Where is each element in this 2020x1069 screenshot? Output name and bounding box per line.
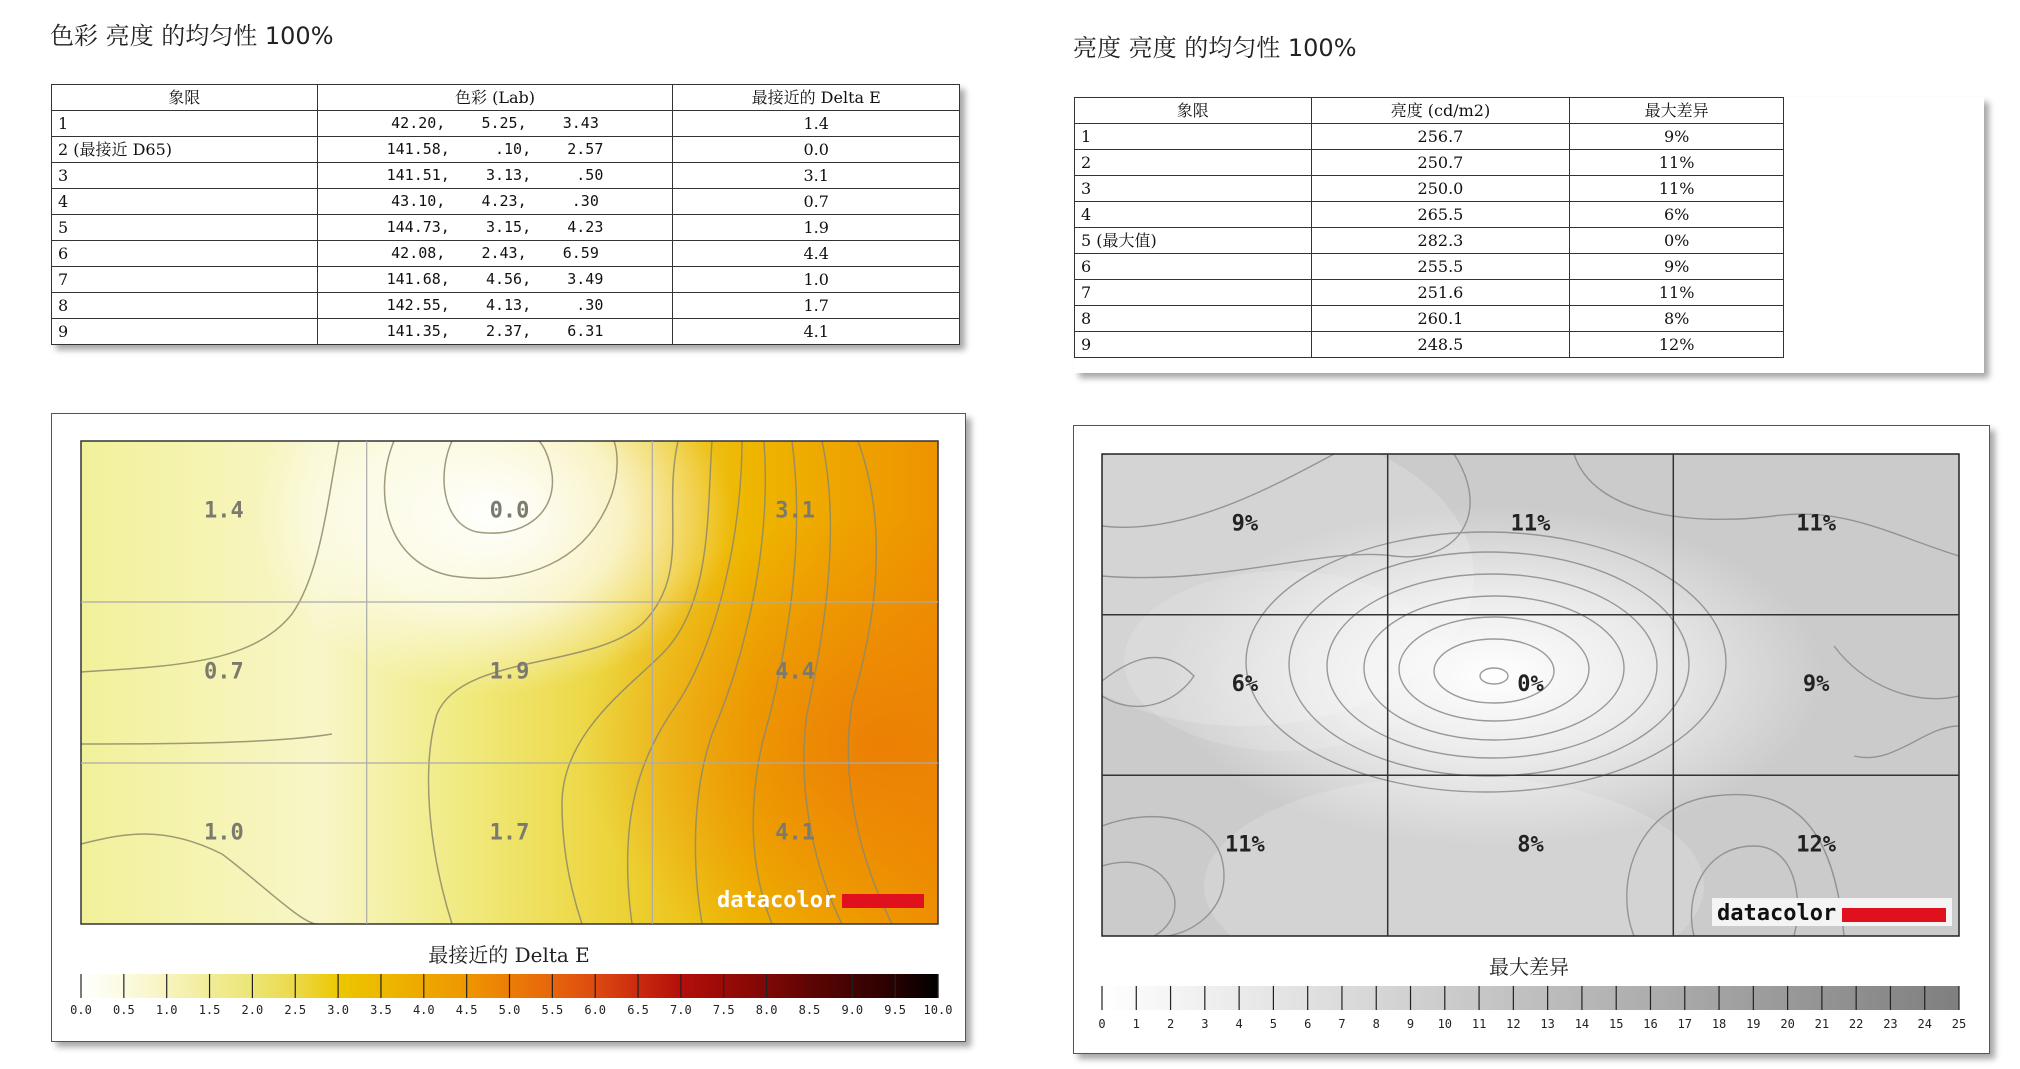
scale-tick-label: 4.5 <box>455 1003 478 1017</box>
table-row <box>1075 124 1784 150</box>
column-header: 最大差异 <box>1570 98 1784 124</box>
scale-tick-label: 3 <box>1201 1017 1209 1031</box>
table-row <box>1075 332 1784 358</box>
scale-tick-label: 21 <box>1814 1017 1830 1031</box>
scale-tick-label: 15 <box>1608 1017 1624 1031</box>
heatmap-cell-label: 1.4 <box>203 498 244 524</box>
scale-segment <box>767 974 810 998</box>
lab-cell: 141.68, 4.56, 3.49 <box>317 267 673 293</box>
lab-cell: 142.55, 4.13, .30 <box>317 293 673 319</box>
max-diff-cell: 0% <box>1570 228 1784 254</box>
heatmap-cell-label: 3.1 <box>775 498 816 524</box>
quadrant-cell: 4 <box>52 189 318 215</box>
scale-tick-label: 5.0 <box>498 1003 521 1017</box>
scale-tick-label: 5 <box>1269 1017 1278 1031</box>
svg-text:datacolor: datacolor <box>1717 901 1837 926</box>
heatmap-cell-label: 11% <box>1224 832 1265 858</box>
table-row <box>52 189 960 215</box>
scale-segment <box>638 974 681 998</box>
delta-e-heatmap-panel <box>51 413 966 1042</box>
scale-bar <box>1102 986 1959 1010</box>
heatmap-cell-label: 4.4 <box>775 659 816 685</box>
table-row <box>52 215 960 241</box>
luminance-cell: 250.7 <box>1311 150 1570 176</box>
scale-segment <box>381 974 424 998</box>
quadrant-cell: 7 <box>52 267 318 293</box>
delta-e-cell: 0.7 <box>673 189 960 215</box>
heatmap-cell-label: 0.0 <box>489 498 530 524</box>
table-row <box>1075 202 1784 228</box>
quadrant-cell: 2 <box>1075 150 1312 176</box>
scale-segment <box>895 974 938 998</box>
scale-tick-label: 17 <box>1677 1017 1692 1031</box>
scale-tick-label: 4.0 <box>412 1003 435 1017</box>
max-diff-cell: 6% <box>1570 202 1784 228</box>
scale-segment <box>809 974 852 998</box>
table-row <box>52 163 960 189</box>
delta-e-cell: 1.9 <box>673 215 960 241</box>
scale-tick-label: 14 <box>1574 1017 1590 1031</box>
max-diff-cell: 12% <box>1570 332 1784 358</box>
lab-cell: 141.35, 2.37, 6.31 <box>317 319 673 345</box>
scale-tick-label: 0.0 <box>70 1003 92 1017</box>
table-row <box>52 137 960 163</box>
scale-tick-label: 4 <box>1235 1017 1243 1031</box>
table-row <box>52 111 960 137</box>
scale-segment <box>252 974 295 998</box>
lab-cell: 141.51, 3.13, .50 <box>317 163 673 189</box>
right-title: 亮度 亮度 的均匀性 100% <box>1073 34 1357 62</box>
scale-tick-label: 6.5 <box>627 1003 649 1017</box>
scale-tick-label: 7 <box>1338 1017 1346 1031</box>
scale-tick-label: 1.0 <box>155 1003 178 1017</box>
heatmap-cell-label: 1.9 <box>489 659 530 685</box>
quadrant-cell: 9 <box>52 319 318 345</box>
column-header: 最接近的 Delta E <box>673 85 960 111</box>
scale-tick-label: 20 <box>1780 1017 1795 1031</box>
heatmap-cell-label: 12% <box>1796 832 1837 858</box>
scale-segment <box>552 974 595 998</box>
quadrant-cell: 7 <box>1075 280 1312 306</box>
delta-e-cell: 4.1 <box>673 319 960 345</box>
scale-tick-label: 2.5 <box>284 1003 307 1017</box>
scale-tick-label: 3.5 <box>370 1003 392 1017</box>
scale-segment <box>852 974 895 998</box>
scale-tick-label: 9.0 <box>841 1003 864 1017</box>
delta-e-color-scale <box>70 974 952 1017</box>
color-table <box>51 84 960 345</box>
luminance-cell: 255.5 <box>1311 254 1570 280</box>
table-row <box>1075 228 1784 254</box>
lab-cell: 43.10, 4.23, .30 <box>317 189 673 215</box>
scale-segment <box>510 974 553 998</box>
quadrant-cell: 3 <box>1075 176 1312 202</box>
table-row <box>52 319 960 345</box>
quadrant-cell: 1 <box>1075 124 1312 150</box>
luminance-gray-scale <box>1098 986 1966 1031</box>
scale-segment <box>167 974 210 998</box>
max-diff-cell: 8% <box>1570 306 1784 332</box>
luminance-cell: 250.0 <box>1311 176 1570 202</box>
quadrant-cell: 9 <box>1075 332 1312 358</box>
delta-e-cell: 4.4 <box>673 241 960 267</box>
quadrant-cell: 2 (最接近 D65) <box>52 137 318 163</box>
table-row <box>52 241 960 267</box>
scale-tick-label: 25 <box>1951 1017 1967 1031</box>
heatmap-cell-label: 6% <box>1231 672 1259 697</box>
quadrant-cell: 6 <box>52 241 318 267</box>
luminance-axis-label: 最大差异 <box>1489 955 1569 979</box>
heatmap-cell-label: 0% <box>1517 672 1544 697</box>
quadrant-cell: 4 <box>1075 202 1312 228</box>
delta-e-cell: 1.7 <box>673 293 960 319</box>
scale-tick-label: 11 <box>1471 1017 1487 1031</box>
delta-e-cell: 1.4 <box>673 111 960 137</box>
heatmap-cell-label: 9% <box>1231 511 1259 537</box>
scale-tick-label: 1 <box>1132 1017 1140 1031</box>
heatmap-cell-label: 11% <box>1510 511 1551 537</box>
scale-segment <box>467 974 510 998</box>
quadrant-cell: 5 (最大值) <box>1075 228 1312 254</box>
column-header: 象限 <box>1075 98 1312 124</box>
delta-e-heatmap <box>52 414 965 1041</box>
luminance-heatmap-panel <box>1073 425 1990 1054</box>
quadrant-cell: 8 <box>1075 306 1312 332</box>
table-row <box>1075 306 1784 332</box>
scale-segment <box>724 974 767 998</box>
scale-tick-label: 5.5 <box>541 1003 564 1017</box>
scale-segment <box>124 974 167 998</box>
delta-e-cell: 0.0 <box>673 137 960 163</box>
scale-tick-label: 8.5 <box>798 1003 821 1017</box>
scale-segment <box>681 974 724 998</box>
scale-tick-label: 9 <box>1406 1017 1415 1031</box>
luminance-heatmap <box>1074 426 1989 1053</box>
scale-tick-label: 0.5 <box>113 1003 135 1017</box>
max-diff-cell: 11% <box>1570 150 1784 176</box>
scale-tick-label: 10 <box>1437 1017 1453 1031</box>
delta-e-cell: 3.1 <box>673 163 960 189</box>
delta-e-axis-label: 最接近的 Delta E <box>428 943 590 967</box>
luminance-cell: 282.3 <box>1311 228 1570 254</box>
table-header-row <box>52 85 960 111</box>
svg-text:datacolor: datacolor <box>717 888 837 913</box>
lab-cell: 144.73, 3.15, 4.23 <box>317 215 673 241</box>
lab-cell: 141.58, .10, 2.57 <box>317 137 673 163</box>
quadrant-cell: 1 <box>52 111 318 137</box>
scale-segment <box>81 974 124 998</box>
scale-tick-label: 2 <box>1166 1017 1175 1031</box>
table-row <box>1075 254 1784 280</box>
scale-tick-label: 13 <box>1540 1017 1555 1031</box>
scale-tick-label: 6.0 <box>584 1003 607 1017</box>
table-row <box>52 267 960 293</box>
scale-tick-label: 10.0 <box>923 1003 953 1017</box>
quadrant-cell: 3 <box>52 163 318 189</box>
table-row <box>52 293 960 319</box>
scale-tick-label: 7.5 <box>712 1003 735 1017</box>
table-row <box>1075 176 1784 202</box>
max-diff-cell: 11% <box>1570 176 1784 202</box>
scale-segment <box>295 974 338 998</box>
luminance-table <box>1074 97 1984 373</box>
scale-tick-label: 8.0 <box>755 1003 778 1017</box>
heatmap-cell-label: 0.7 <box>203 659 244 685</box>
luminance-cell: 251.6 <box>1311 280 1570 306</box>
heatmap-cell-label: 9% <box>1802 672 1830 697</box>
scale-segment <box>595 974 638 998</box>
delta-e-cell: 1.0 <box>673 267 960 293</box>
column-header: 亮度 (cd/m2) <box>1311 98 1570 124</box>
table-row <box>1075 150 1784 176</box>
max-diff-cell: 9% <box>1570 254 1784 280</box>
quadrant-cell: 6 <box>1075 254 1312 280</box>
column-header: 象限 <box>52 85 318 111</box>
quadrant-cell: 5 <box>52 215 318 241</box>
heatmap-cell-label: 1.0 <box>203 820 244 846</box>
luminance-cell: 260.1 <box>1311 306 1570 332</box>
luminance-cell: 256.7 <box>1311 124 1570 150</box>
scale-tick-label: 16 <box>1643 1017 1658 1031</box>
scale-tick-label: 8 <box>1372 1017 1380 1031</box>
table-row <box>1075 280 1784 306</box>
scale-tick-label: 24 <box>1917 1017 1932 1031</box>
heatmap-cell-label: 1.7 <box>489 820 530 846</box>
scale-tick-label: 9.5 <box>884 1003 906 1017</box>
scale-tick-label: 19 <box>1746 1017 1761 1031</box>
lab-cell: 42.08, 2.43, 6.59 <box>317 241 673 267</box>
scale-tick-label: 22 <box>1848 1017 1864 1031</box>
max-diff-cell: 9% <box>1570 124 1784 150</box>
scale-tick-label: 0 <box>1098 1017 1106 1031</box>
scale-segment <box>424 974 467 998</box>
max-diff-cell: 11% <box>1570 280 1784 306</box>
heatmap-cell-label: 4.1 <box>775 820 816 846</box>
column-header: 色彩 (Lab) <box>317 85 673 111</box>
scale-tick-label: 1.5 <box>198 1003 221 1017</box>
scale-segment <box>210 974 253 998</box>
luminance-cell: 248.5 <box>1311 332 1570 358</box>
scale-tick-label: 23 <box>1883 1017 1898 1031</box>
datacolor-logo <box>1712 898 1952 926</box>
quadrant-cell: 8 <box>52 293 318 319</box>
heatmap-cell-label: 8% <box>1517 832 1544 858</box>
left-title: 色彩 亮度 的均匀性 100% <box>50 22 334 50</box>
scale-tick-label: 12 <box>1506 1017 1521 1031</box>
lab-cell: 42.20, 5.25, 3.43 <box>317 111 673 137</box>
scale-tick-label: 7.0 <box>670 1003 692 1017</box>
table-header-row <box>1075 98 1784 124</box>
scale-tick-label: 18 <box>1711 1017 1727 1031</box>
scale-tick-label: 6 <box>1304 1017 1312 1031</box>
heatmap-cell-label: 11% <box>1796 511 1837 537</box>
scale-segment <box>338 974 381 998</box>
scale-tick-label: 3.0 <box>327 1003 349 1017</box>
luminance-cell: 265.5 <box>1311 202 1570 228</box>
scale-tick-label: 2.0 <box>241 1003 264 1017</box>
